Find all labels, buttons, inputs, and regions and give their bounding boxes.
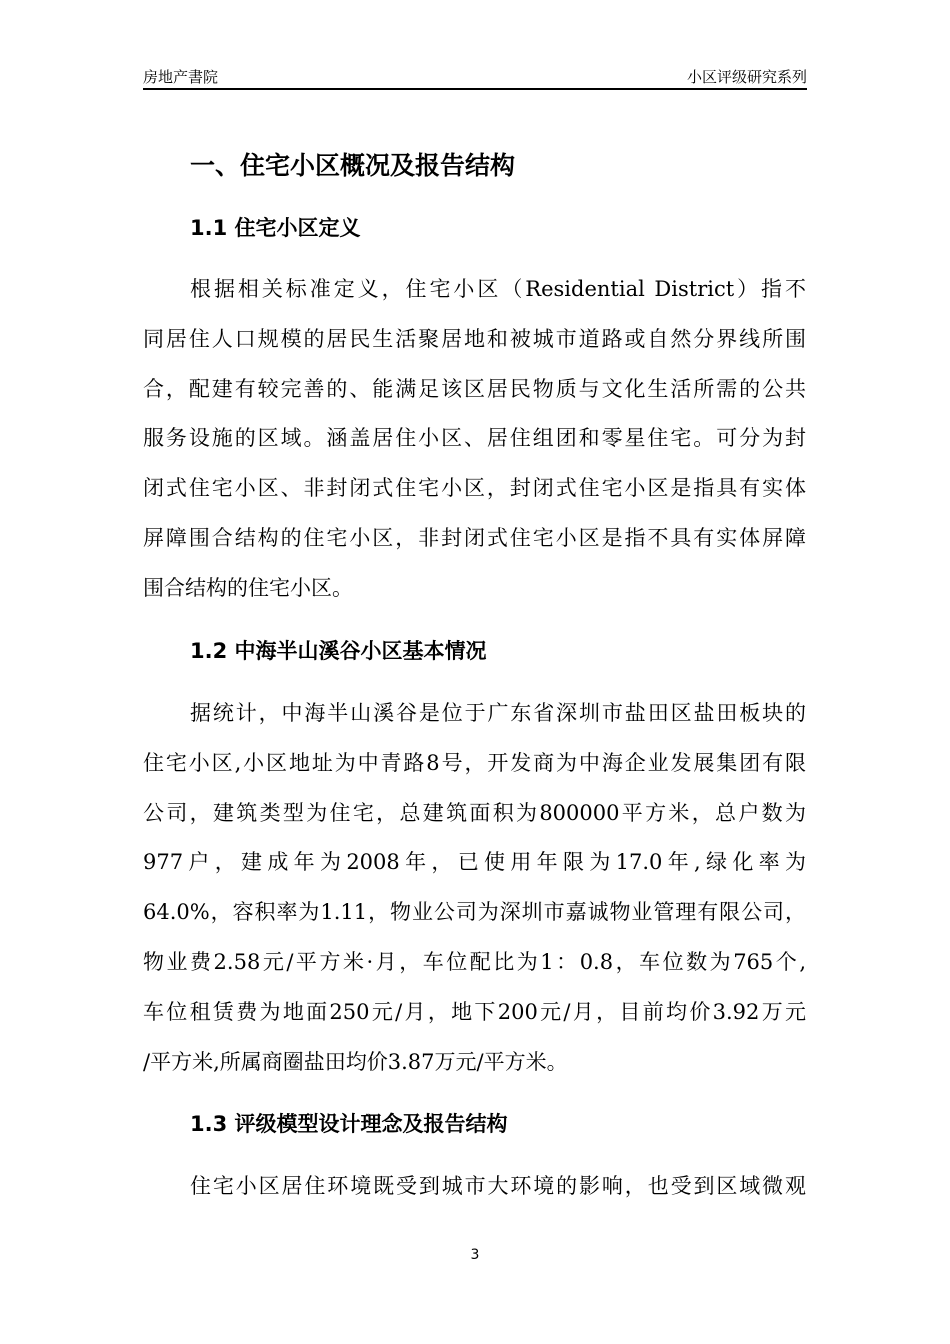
paragraph-line: 屏障围合结构的住宅小区，非封闭式住宅小区是指不具有实体屏障 xyxy=(143,526,806,550)
paragraph-line: 住宅小区居住环境既受到城市大环境的影响，也受到区域微观 xyxy=(190,1174,806,1198)
paragraph-line: 根据相关标准定义，住宅小区（Residential District）指不 xyxy=(190,277,806,301)
paragraph-line: 服务设施的区域。涵盖居住小区、居住组团和零星住宅。可分为封 xyxy=(143,426,806,451)
chapter-title: 一、住宅小区概况及报告结构 xyxy=(190,151,516,180)
header-left-title: 房地产書院 xyxy=(143,68,219,86)
paragraph-line: 64.0%，容积率为1.11，物业公司为深圳市嘉诚物业管理有限公司， xyxy=(143,900,806,925)
paragraph-line: 住宅小区,小区地址为中青路8号，开发商为中海企业发展集团有限 xyxy=(143,750,806,775)
header-rule xyxy=(143,88,807,90)
paragraph-line: 物业费2.58元/平方米·月，车位配比为1：0.8，车位数为765个, xyxy=(143,950,806,974)
header-right-title: 小区评级研究系列 xyxy=(686,68,807,86)
paragraph-line: 车位租赁费为地面250元/月，地下200元/月，目前均价3.92万元 xyxy=(143,999,806,1024)
paragraph-line: /平方米,所属商圈盐田均价3.87万元/平方米。 xyxy=(143,1049,568,1074)
paragraph-line: 合，配建有较完善的、能满足该区居民物质与文化生活所需的公共 xyxy=(143,376,806,401)
paragraph-line: 围合结构的住宅小区。 xyxy=(143,575,353,600)
page-number: 3 xyxy=(470,1247,480,1263)
paragraph-line: 闭式住宅小区、非封闭式住宅小区，封闭式住宅小区是指具有实体 xyxy=(143,476,806,501)
section-heading: 1.1 住宅小区定义 xyxy=(190,216,361,240)
section-heading: 1.3 评级模型设计理念及报告结构 xyxy=(190,1112,508,1136)
paragraph-line: 977户，建成年为2008年，已使用年限为17.0年,绿化率为 xyxy=(143,850,806,875)
paragraph-line: 公司，建筑类型为住宅，总建筑面积为800000平方米，总户数为 xyxy=(143,800,806,825)
section-heading: 1.2 中海半山溪谷小区基本情况 xyxy=(190,639,487,663)
paragraph-line: 同居住人口规模的居民生活聚居地和被城市道路或自然分界线所围 xyxy=(143,326,806,351)
paragraph-line: 据统计，中海半山溪谷是位于广东省深圳市盐田区盐田板块的 xyxy=(190,701,806,725)
